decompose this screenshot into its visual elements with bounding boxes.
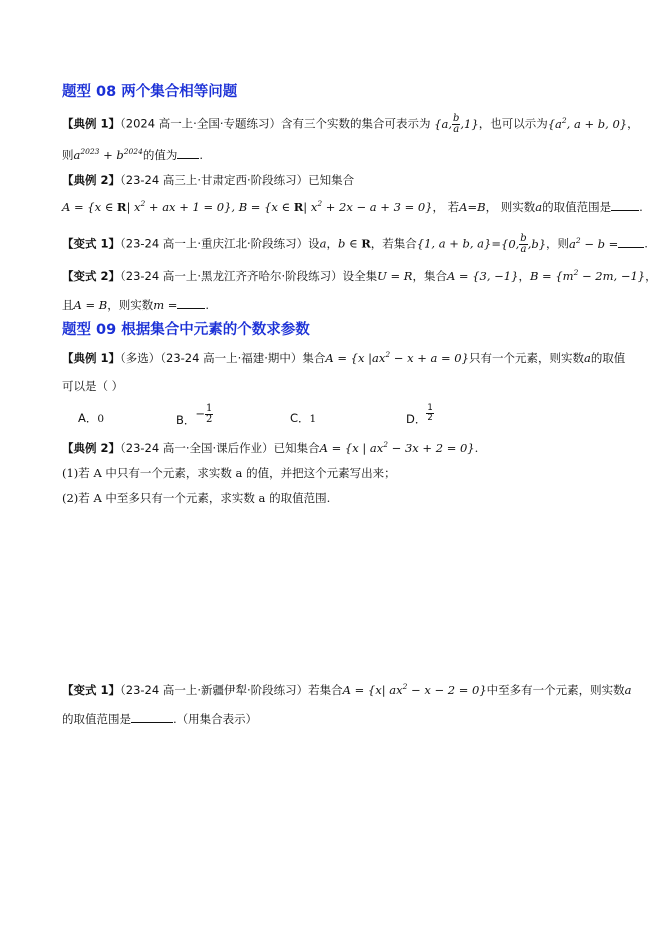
variant-tag: 【变式 2】	[62, 269, 121, 283]
answer-blank[interactable]	[177, 146, 199, 159]
variant-text: 若集合	[308, 683, 343, 697]
variant-text: ，则	[546, 236, 570, 251]
variant-text: ，则实数	[107, 298, 154, 312]
set-expression: {a, $\frac{b}{a}$ ,1}	[434, 113, 479, 135]
example-text: 集合	[302, 351, 326, 365]
answer-blank[interactable]	[618, 235, 644, 248]
option-label: B．	[176, 413, 196, 427]
option-value: − $\frac{1}{2}$	[195, 403, 213, 425]
example-text: 的取值范围是	[542, 200, 612, 214]
example-text: 的取值	[590, 351, 626, 365]
set-expression: A = {x $|ax^2 - x + a = 0$}	[325, 350, 469, 365]
math-expression: $a^{2023} + b^{2024}$	[73, 147, 143, 162]
variant-2	[62, 268, 657, 284]
example-text: 已知集合	[308, 173, 355, 187]
variant-3-line2	[62, 710, 257, 727]
option-value: $\frac{1}{2}$	[427, 403, 433, 423]
example-tag: 【典例 1】	[62, 351, 121, 365]
punctuation: .	[205, 298, 210, 312]
variant-source: （23-24 高一上·黑龙江齐齐哈尔·阶段练习）	[120, 269, 343, 283]
variable: a	[583, 351, 591, 365]
variant-2-line2	[62, 296, 209, 313]
variant-text: ，集合	[412, 269, 447, 283]
option-value: 1	[309, 413, 317, 425]
punctuation: ，	[645, 269, 657, 283]
example-3-line2: 可以是（ ）	[62, 379, 124, 393]
option-label: D．	[406, 412, 427, 426]
variant-tag: 【变式 1】	[62, 683, 121, 697]
section-09-title: 题型 09 根据集合中元素的个数求参数	[62, 322, 310, 338]
example-1-line2	[62, 146, 203, 163]
example-tag: 【典例 2】	[62, 441, 121, 455]
set-expression: A = {x| $ax^2 - x - 2 = 0$}	[342, 682, 487, 697]
variant-source: （23-24 高一上·新疆伊犁·阶段练习）	[120, 683, 309, 697]
example-3	[62, 350, 625, 366]
example-1	[62, 114, 639, 135]
punctuation: .	[639, 200, 643, 214]
option-d[interactable]	[406, 403, 434, 426]
option-label: A．	[78, 411, 98, 425]
option-c[interactable]	[290, 410, 316, 426]
example-source: （23-24 高一·全国·课后作业）	[120, 441, 274, 455]
question-1: (1)若 A 中只有一个元素，求实数 a 的值，并把这个元素写出来；	[62, 466, 396, 480]
set-b-expression: , B = {x ∈ R| $x^2 + 2x - a + 3 = 0$}	[231, 199, 433, 214]
equals-sign: =	[491, 236, 501, 251]
example-source: （23-24 高三上·甘肃定西·阶段练习）	[120, 173, 309, 187]
variant-1	[62, 234, 648, 255]
example-2	[62, 172, 354, 188]
variant-text: 且	[62, 298, 74, 312]
punctuation: ，	[627, 116, 639, 131]
variable: a	[535, 200, 543, 214]
variant-3	[62, 682, 632, 698]
math-expression: m =	[153, 298, 178, 312]
punctuation: .	[474, 441, 479, 455]
punctuation: ，	[326, 236, 339, 251]
answer-blank[interactable]	[131, 710, 173, 723]
set-expression: {0, $\frac{b}{a}$ ,b}	[501, 233, 547, 255]
option-a[interactable]	[78, 410, 104, 426]
set-b-expression: $B = \{m^2 - 2m$, −1}	[529, 268, 646, 283]
variant-text: 的取值范围是	[62, 712, 131, 726]
variant-text: ，若集合	[370, 236, 417, 251]
example-source: （多选）（23-24 高一上·福建·期中）	[120, 351, 303, 365]
math-expression: b ∈ R	[338, 236, 371, 251]
example-text: ， 则实数	[485, 200, 536, 214]
punctuation: ，	[518, 269, 530, 283]
punctuation: .	[199, 148, 204, 162]
option-b[interactable]	[176, 404, 213, 425]
variable: a	[319, 236, 327, 251]
variant-text: 中至多有一个元素，则实数	[486, 683, 625, 697]
answer-blank[interactable]	[177, 296, 205, 309]
example-text: ， 若	[432, 200, 460, 214]
condition: A=B	[459, 200, 486, 214]
option-label: C．	[290, 411, 310, 425]
variable: a	[624, 683, 632, 697]
math-expression: U = R	[377, 269, 413, 283]
example-tag: 【典例 1】	[62, 116, 121, 131]
example-text: 的值为	[142, 148, 178, 162]
variant-text: .（用集合表示）	[173, 712, 258, 726]
example-4	[62, 440, 478, 456]
variant-tag: 【变式 1】	[62, 236, 121, 251]
example-text: 则	[62, 148, 74, 162]
example-2-line2	[62, 198, 643, 215]
example-text: 只有一个元素，则实数	[468, 351, 584, 365]
variant-text: 设全集	[342, 269, 378, 283]
set-expression: {1, a + b, a}	[416, 236, 492, 251]
question-2: (2)若 A 中至多只有一个元素，求实数 a 的取值范围.	[62, 491, 331, 505]
section-08-title: 题型 08 两个集合相等问题	[62, 84, 238, 100]
variant-text: 设	[308, 236, 320, 251]
variant-source: （23-24 高一上·重庆江北·阶段练习）	[120, 236, 309, 251]
option-value: 0	[97, 413, 105, 425]
set-a-expression: A = {x ∈ R| $x^2$ + ax + 1 = 0}	[62, 199, 232, 214]
punctuation: .	[644, 236, 648, 251]
example-text: ，也可以示为	[478, 116, 548, 131]
example-text: 已知集合	[273, 441, 320, 455]
set-a-expression: A = {3, −1}	[446, 269, 519, 283]
example-tag: 【典例 2】	[62, 173, 121, 187]
answer-blank[interactable]	[611, 198, 639, 211]
set-expression: A = {x | $ax^2 - 3x + 2 = 0$}	[319, 440, 475, 455]
math-expression: A = B	[73, 298, 108, 312]
set-expression: {$a^2$, a + b, 0}	[547, 115, 628, 131]
math-expression: $a^2 - b$ =	[569, 235, 619, 251]
example-text: 含有三个实数的集合可表示为	[281, 116, 431, 131]
example-source: （2024 高一上·全国·专题练习）	[120, 116, 281, 131]
